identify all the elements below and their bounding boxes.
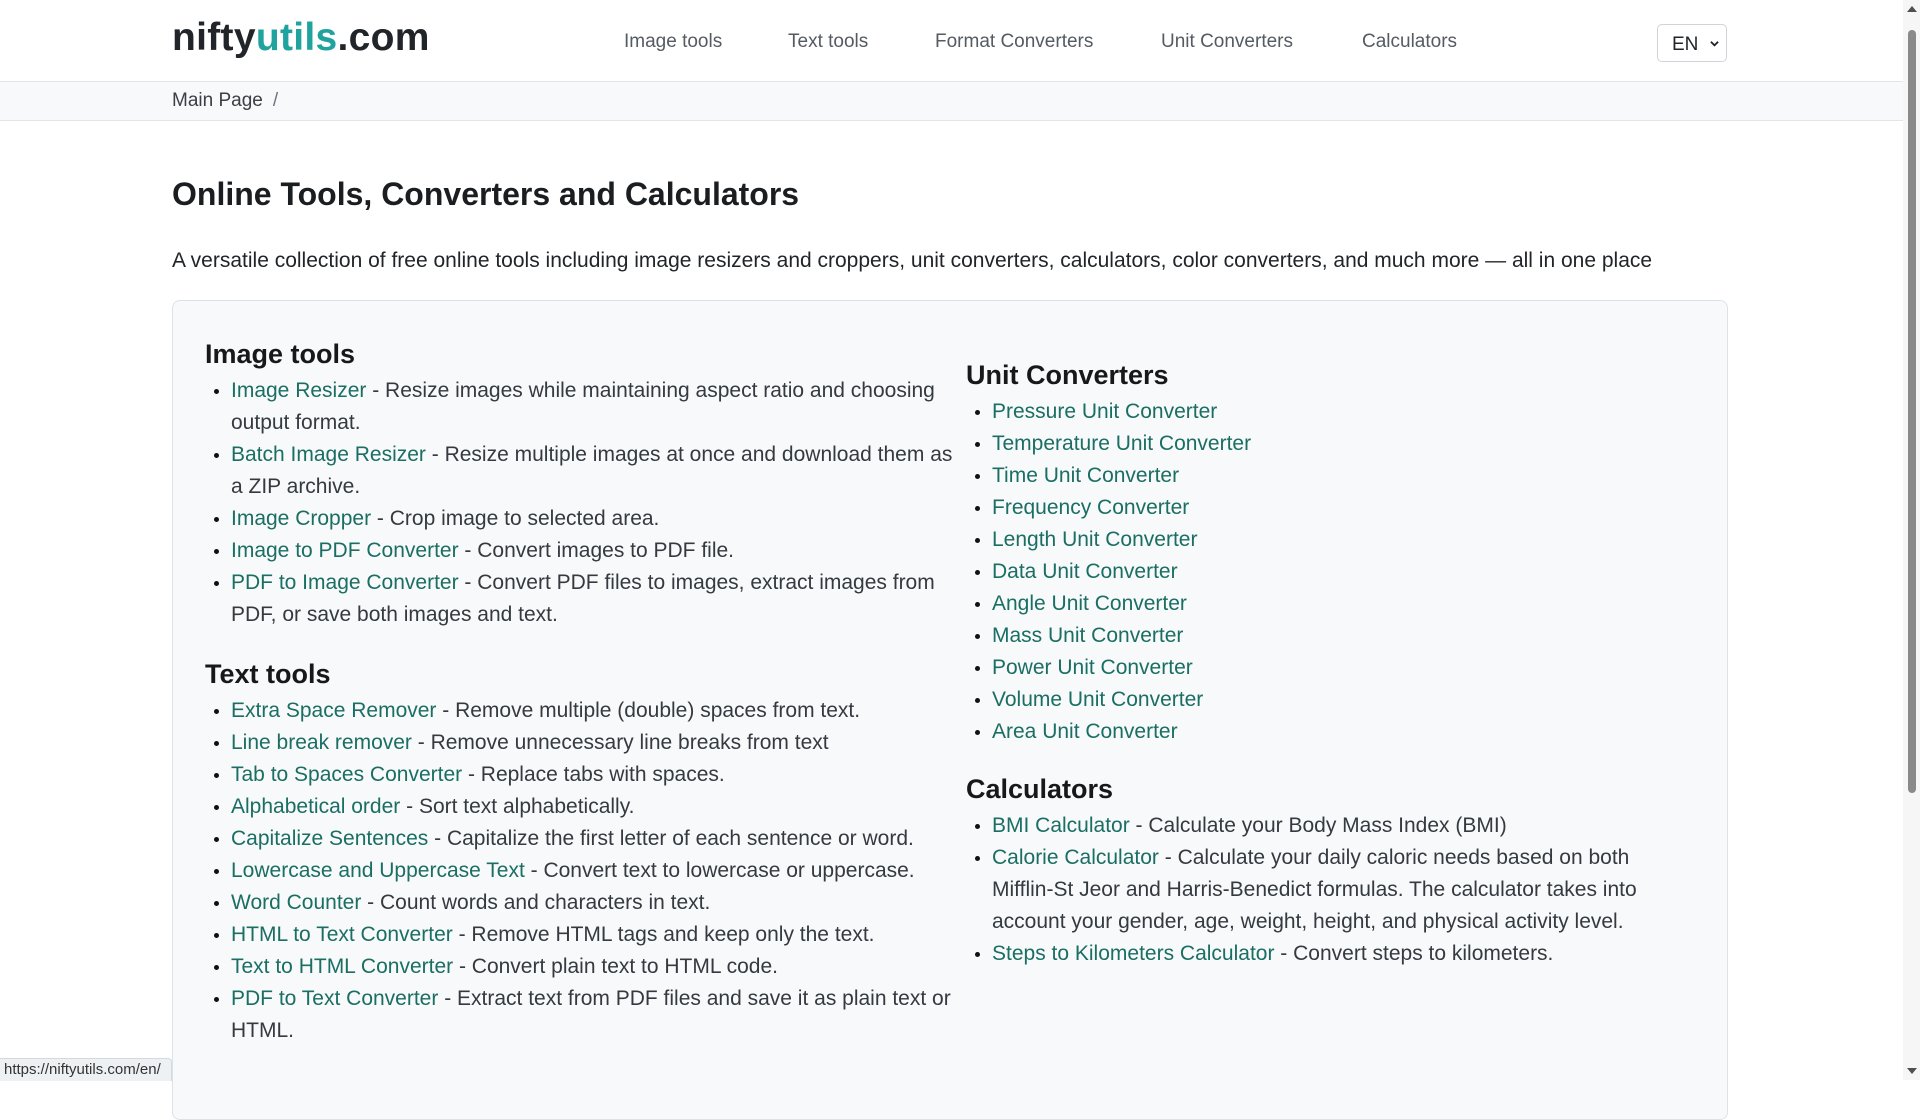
- list-item: [992, 524, 1666, 556]
- tool-link[interactable]: Angle Unit Converter: [992, 592, 1187, 615]
- list-item: [231, 791, 965, 823]
- tool-link[interactable]: Temperature Unit Converter: [992, 432, 1252, 455]
- list-item: [231, 503, 965, 535]
- tool-link[interactable]: PDF to Text Converter: [231, 987, 439, 1010]
- tool-link[interactable]: Line break remover: [231, 731, 412, 754]
- header: [0, 0, 1903, 82]
- tool-link[interactable]: Image Cropper: [231, 507, 372, 530]
- tool-link[interactable]: Word Counter: [231, 891, 362, 914]
- unit-converters-list: [966, 396, 1666, 748]
- list-item: [992, 684, 1666, 716]
- tool-description: - Replace tabs with spaces.: [462, 763, 725, 786]
- list-item: [992, 620, 1666, 652]
- nav-image-tools[interactable]: Image tools: [624, 31, 723, 52]
- list-item: [992, 716, 1666, 748]
- tool-link[interactable]: Capitalize Sentences: [231, 827, 429, 850]
- tool-link[interactable]: Image Resizer: [231, 379, 367, 402]
- list-item: [992, 588, 1666, 620]
- tool-link[interactable]: Batch Image Resizer: [231, 443, 426, 466]
- nav-format-converters[interactable]: Format Converters: [935, 31, 1094, 52]
- list-item: [231, 695, 965, 727]
- tool-description: - Convert images to PDF file.: [458, 539, 735, 562]
- list-item: [231, 919, 965, 951]
- list-item: [231, 535, 965, 567]
- list-item: [992, 842, 1666, 938]
- tool-link[interactable]: Volume Unit Converter: [992, 688, 1204, 711]
- list-item: [992, 396, 1666, 428]
- breadcrumb-trail: [172, 90, 278, 112]
- page-scrollbar[interactable]: [1903, 0, 1920, 1080]
- tool-description: - Calculate your Body Mass Index (BMI): [1129, 814, 1507, 837]
- section-unit-converters: [966, 358, 1666, 748]
- list-item: [231, 887, 965, 919]
- list-item: [992, 938, 1666, 970]
- list-item: [992, 492, 1666, 524]
- status-bar-url: https://niftyutils.com/en/: [0, 1058, 172, 1081]
- tool-description: - Remove HTML tags and keep only the text.: [452, 923, 875, 946]
- scroll-up-arrow-icon[interactable]: [1907, 6, 1917, 12]
- tool-description: - Convert PDF files to images, extract images from PDF, or save both images and text.: [231, 571, 935, 626]
- list-item: [231, 375, 965, 439]
- tool-description: - Crop image to selected area.: [371, 507, 660, 530]
- chevron-down-icon: [1710, 39, 1719, 48]
- logo-text-nifty: nifty: [172, 16, 256, 59]
- list-item: [231, 951, 965, 983]
- scroll-down-arrow-icon[interactable]: [1907, 1068, 1917, 1074]
- tool-link[interactable]: HTML to Text Converter: [231, 923, 453, 946]
- section-title: Unit Converters: [966, 360, 1169, 390]
- tool-link[interactable]: BMI Calculator: [992, 814, 1130, 837]
- list-item: [231, 439, 965, 503]
- tool-link[interactable]: Alphabetical order: [231, 795, 401, 818]
- language-select[interactable]: [1657, 24, 1727, 62]
- list-item: [231, 727, 965, 759]
- tool-link[interactable]: Area Unit Converter: [992, 720, 1178, 743]
- tool-description: - Resize multiple images at once and download them as a ZIP archive.: [231, 443, 953, 498]
- tool-link[interactable]: Tab to Spaces Converter: [231, 763, 463, 786]
- tool-description: - Convert steps to kilometers.: [1274, 942, 1554, 965]
- tool-link[interactable]: Pressure Unit Converter: [992, 400, 1218, 423]
- tool-link[interactable]: Steps to Kilometers Calculator: [992, 942, 1275, 965]
- language-value: EN: [1672, 34, 1699, 55]
- text-tools-list: [205, 695, 965, 1047]
- tool-description: - Convert plain text to HTML code.: [453, 955, 778, 978]
- tools-catalog: [172, 300, 1728, 1120]
- list-item: [231, 759, 965, 791]
- tool-link[interactable]: Data Unit Converter: [992, 560, 1178, 583]
- calculators-list: [966, 810, 1666, 970]
- section-text-tools: [205, 657, 965, 1047]
- section-title: Text tools: [205, 659, 331, 689]
- tool-link[interactable]: Length Unit Converter: [992, 528, 1198, 551]
- tool-description: - Remove multiple (double) spaces from text.: [436, 699, 861, 722]
- tool-link[interactable]: PDF to Image Converter: [231, 571, 459, 594]
- tool-link[interactable]: Text to HTML Converter: [231, 955, 454, 978]
- list-item: [992, 652, 1666, 684]
- tool-link[interactable]: Image to PDF Converter: [231, 539, 459, 562]
- list-item: [231, 855, 965, 887]
- tool-description: - Count words and characters in text.: [361, 891, 711, 914]
- tool-description: - Remove unnecessary line breaks from text: [411, 731, 829, 754]
- tool-description: - Sort text alphabetically.: [400, 795, 635, 818]
- tool-link[interactable]: Time Unit Converter: [992, 464, 1180, 487]
- tool-link[interactable]: Power Unit Converter: [992, 656, 1193, 679]
- section-title: Calculators: [966, 774, 1114, 804]
- logo-text-com: .com: [337, 16, 430, 59]
- tool-description: - Calculate your daily caloric needs based on both Mifflin-St Jeor and Harris-Benedict formulas. The calculator takes into account your gender, age, weight, height, and physical activity level.: [992, 846, 1637, 933]
- image-tools-list: [205, 375, 965, 631]
- page-intro: A versatile collection of free online tools including image resizers and croppers, unit converters, calculators, color converters, and much more — all in one place: [172, 249, 1653, 272]
- list-item: [231, 567, 965, 631]
- tool-link[interactable]: Lowercase and Uppercase Text: [231, 859, 525, 882]
- breadcrumb: [0, 82, 1903, 121]
- tool-description: - Convert text to lowercase or uppercase.: [524, 859, 915, 882]
- section-calculators: [966, 772, 1666, 970]
- tool-link[interactable]: Frequency Converter: [992, 496, 1190, 519]
- site-logo[interactable]: [172, 16, 430, 60]
- list-item: [231, 983, 965, 1047]
- nav-text-tools[interactable]: Text tools: [788, 31, 869, 52]
- list-item: [992, 556, 1666, 588]
- nav-calculators[interactable]: Calculators: [1362, 31, 1458, 52]
- list-item: [231, 823, 965, 855]
- tool-link[interactable]: Extra Space Remover: [231, 699, 437, 722]
- page-title: Online Tools, Converters and Calculators: [172, 176, 800, 212]
- tool-link[interactable]: Mass Unit Converter: [992, 624, 1184, 647]
- list-item: [992, 428, 1666, 460]
- scrollbar-thumb[interactable]: [1908, 30, 1916, 793]
- section-title: Image tools: [205, 339, 356, 369]
- breadcrumb-separator: /: [272, 90, 279, 111]
- section-image-tools: [205, 337, 965, 631]
- logo-text-utils: utils: [255, 16, 338, 59]
- breadcrumb-home[interactable]: Main Page: [172, 90, 263, 111]
- list-item: [992, 460, 1666, 492]
- tool-description: - Extract text from PDF files and save it as plain text or HTML.: [231, 987, 951, 1042]
- list-item: [992, 810, 1666, 842]
- tool-description: - Capitalize the first letter of each sentence or word.: [428, 827, 914, 850]
- nav-unit-converters[interactable]: Unit Converters: [1161, 31, 1293, 52]
- tool-description: - Resize images while maintaining aspect ratio and choosing output format.: [231, 379, 935, 434]
- tool-link[interactable]: Calorie Calculator: [992, 846, 1159, 869]
